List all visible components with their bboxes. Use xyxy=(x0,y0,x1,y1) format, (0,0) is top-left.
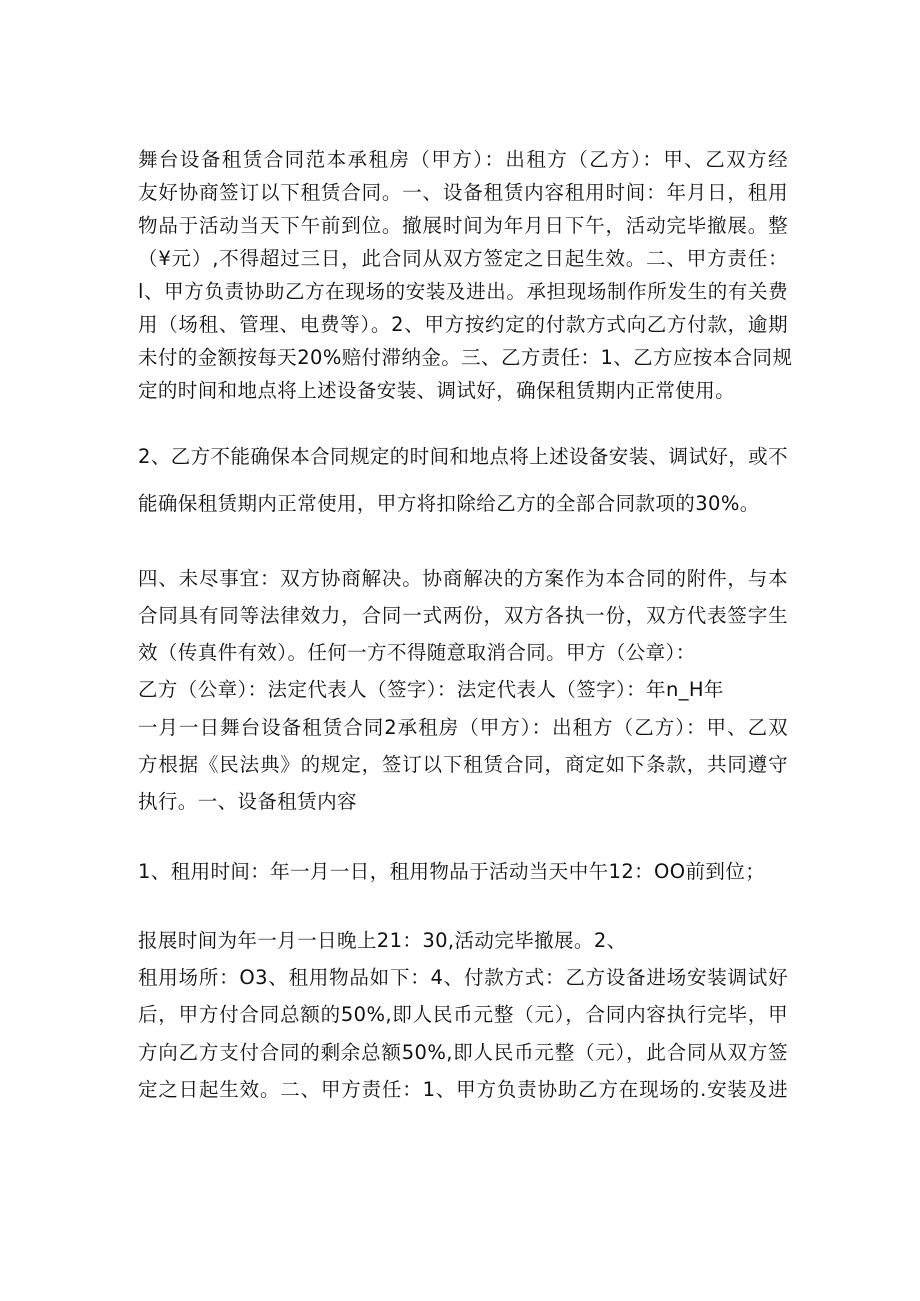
text-line: （¥元）,不得超过三日，此合同从双方签定之日起生效。二、甲方责任： xyxy=(138,247,788,270)
text-line: 友好协商签订以下租赁合同。一、设备租赁内容租用时间：年月日，租用 xyxy=(138,181,788,204)
text-line: 2、乙方不能确保本合同规定的时间和地点将上述设备安装、调试好，或不 xyxy=(138,445,788,468)
text-line: 方根据《民法典》的规定，签订以下租赁合同，商定如下条款，共同遵守 xyxy=(138,753,788,776)
text-line: 方向乙方支付合同的剩余总额50%,即人民币元整（元），此合同从双方签 xyxy=(138,1041,788,1064)
text-line: 报展时间为年一月一日晚上21：30,活动完毕撤展。2、 xyxy=(138,929,627,952)
text-line: 效（传真件有效）。任何一方不得随意取消合同。甲方（公章）： xyxy=(138,641,696,664)
text-line: 后，甲方付合同总额的50%,即人民币元整（元），合同内容执行完毕，甲 xyxy=(138,1003,788,1026)
text-line: 执行。一、设备租赁内容 xyxy=(138,790,357,813)
text-line: 合同具有同等法律效力，合同一式两份，双方各执一份，双方代表签字生 xyxy=(138,604,788,627)
text-line: 定的时间和地点将上述设备安装、调试好，确保租赁期内正常使用。 xyxy=(138,379,736,402)
text-line: 四、未尽事宜：双方协商解决。协商解决的方案作为本合同的附件，与本 xyxy=(138,567,788,590)
text-line: l、甲方负责协助乙方在现场的安装及进出。承担现场制作所发生的有关费 xyxy=(138,280,788,303)
text-line: 舞台设备租赁合同范本承租房（甲方）：出租方（乙方）：甲、乙双方经 xyxy=(138,148,788,171)
text-line: 一月一日舞台设备租赁合同2承租房（甲方）：出租方（乙方）：甲、乙双 xyxy=(138,716,788,739)
text-line: 用（场租、管理、电费等）。2、甲方按约定的付款方式向乙方付款，逾期 xyxy=(138,313,788,336)
text-line: 能确保租赁期内正常使用，甲方将扣除给乙方的全部合同款项的30%。 xyxy=(138,492,760,515)
text-line: 物品于活动当天下午前到位。撤展时间为年月日下午，活动完毕撤展。整 xyxy=(138,214,788,237)
text-line: 未付的金额按每天20%赔付滞纳金。三、乙方责任：1、乙方应按本合同规 xyxy=(138,346,793,369)
text-line: 乙方（公章）：法定代表人（签字）：法定代表人（签字）：年n_H年 xyxy=(138,678,724,701)
text-line: 租用场所：O3、租用物品如下：4、付款方式：乙方设备进场安装调试好 xyxy=(138,966,788,989)
text-line: 1、租用时间：年一月一日，租用物品于活动当天中午12：OO前到位； xyxy=(138,860,766,883)
text-line: 定之日起生效。二、甲方责任：1、甲方负责协助乙方在现场的.安装及进 xyxy=(138,1078,788,1101)
